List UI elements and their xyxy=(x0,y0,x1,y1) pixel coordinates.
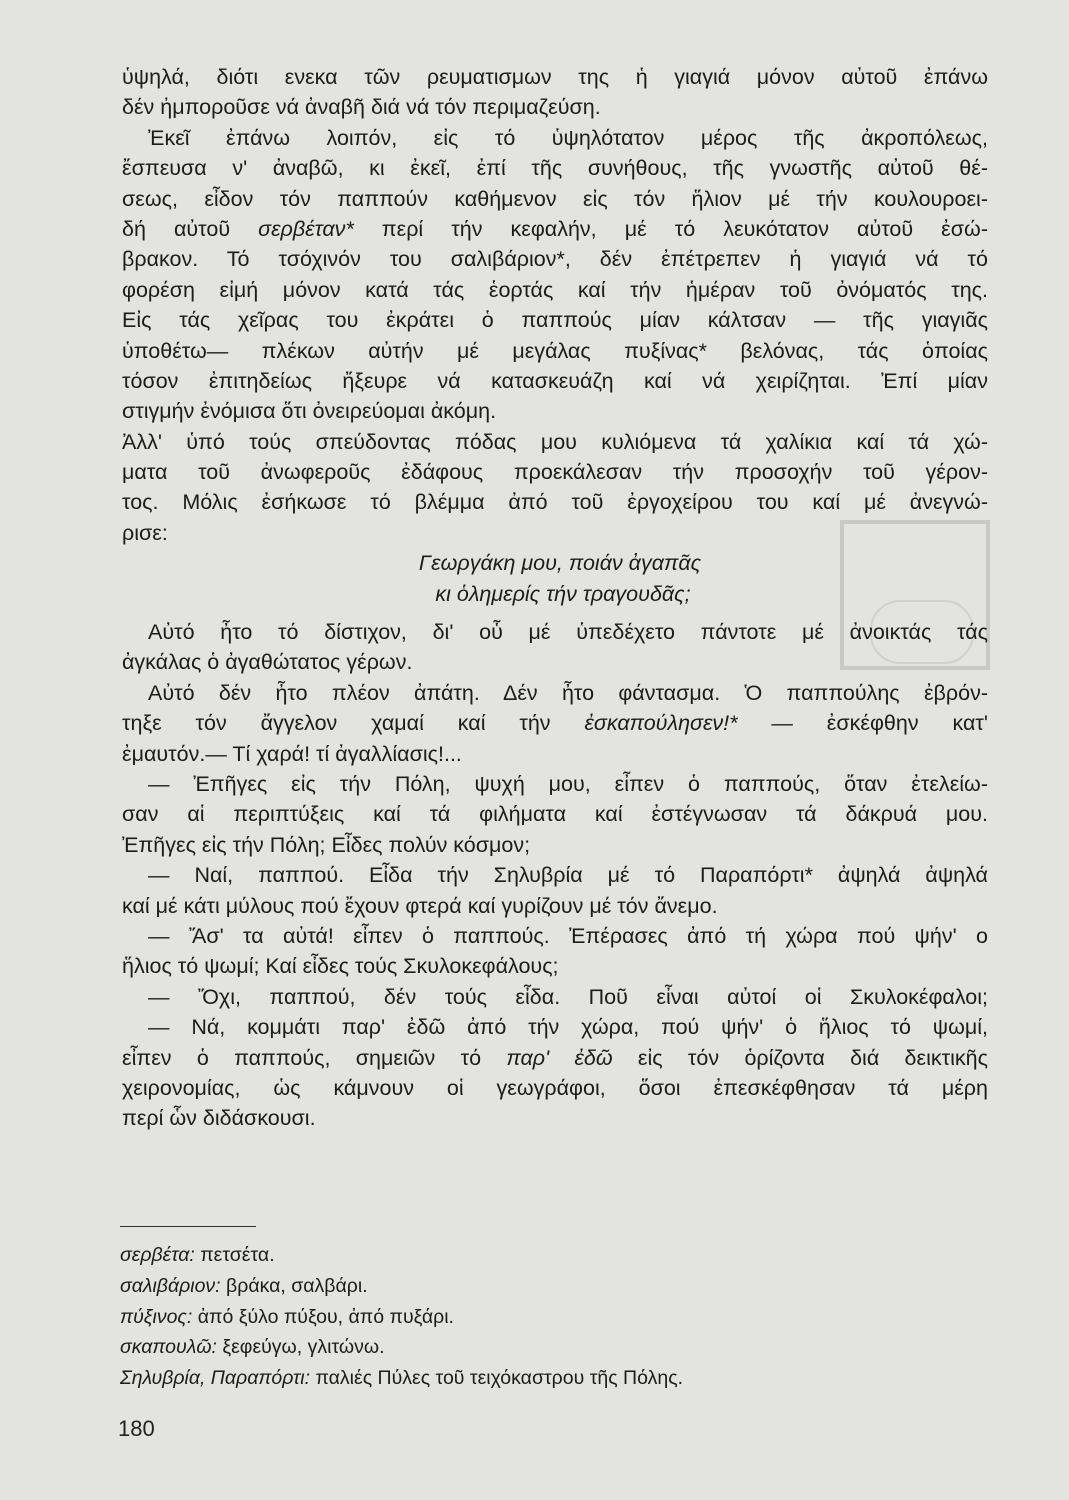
text-fragment: δή αὐτοῦ xyxy=(122,216,231,241)
footnote-definition: πετσέτα. xyxy=(200,1244,275,1266)
text-line: χειρονομίας, ὡς κάμνουν οἱ γεωγράφοι, ὅσοι ἐπεσκέφθησαν τά μέρη xyxy=(122,1075,988,1100)
text-line: Αὐτό δέν ἦτο πλέον ἀπάτη. Δέν ἦτο φάντασμα. Ὁ παππούλης ἐβρόν- xyxy=(148,680,988,705)
footnote-separator xyxy=(120,1226,256,1227)
text-line: τόσον ἐπιτηδείως ἤξευρε νά κατασκευάζη καί νά χειρίζηται. Ἐπί μίαν xyxy=(122,368,988,393)
footnote-term: σαλιβάριον: xyxy=(120,1274,221,1297)
text-line: Ἐπῆγες εἰς τήν Πόλη; Εἶδες πολύν κόσμον; xyxy=(122,832,531,857)
text-line: — Νά, κομμάτι παρ' ἐδῶ ἀπό τήν χώρα, πού ψήν' ὁ ἥλιος τό ψωμί, xyxy=(148,1015,988,1040)
text-line: ὑψηλά, διότι ενεκα τῶν ρευματισμων της ἡ γιαγιά μόνον αὐτοῦ ἐπάνω xyxy=(122,65,988,89)
footnote-definition: ξεφεύγω, γλιτώνω. xyxy=(222,1336,385,1359)
verse-line: Γεωργάκη μου, ποιάν ἀγαπᾶς xyxy=(418,551,702,576)
footnote xyxy=(120,1240,940,1271)
text-line: βρακον. Τό τσόχινόν του σαλιβάριον*, δέν ἐπέτρεπεν ἡ γιαγιά νά τό xyxy=(122,247,988,272)
italic-term: σερβέταν* xyxy=(258,216,354,241)
footnote-term: Σηλυβρία, Παραπόρτι: xyxy=(120,1367,311,1390)
text-line: Ἐκεῖ ἐπάνω λοιπόν, εἰς τό ὑψηλότατον μέρος τῆς ἀκροπόλεως, xyxy=(148,125,988,150)
italic-term: ἐσκαπούλησεν!* xyxy=(584,711,738,736)
verse-gap xyxy=(122,609,988,617)
text-line: — Ἐπῆγες εἰς τήν Πόλη, ψυχή μου, εἶπεν ὁ παππούς, ὅταν ἐτελείω- xyxy=(148,771,988,796)
footnote-definition: βράκα, σαλβάρι. xyxy=(226,1274,368,1297)
text-line: ἔσπευσα ν' ἀναβῶ, κι ἐκεῖ, ἐπί τῆς συνήθους, τῆς γνωστῆς αὐτοῦ θέ- xyxy=(122,156,988,181)
footnote xyxy=(120,1302,940,1333)
text-fragment: τηξε τόν ἄγγελον χαμαί καί τήν xyxy=(122,711,551,736)
text-line: Αὐτό ἦτο τό δίστιχον, δι' οὗ μέ ὑπεδέχετο πάντοτε μέ ἀνοικτάς τάς xyxy=(148,620,988,645)
text-line: περί ὧν διδάσκουσι. xyxy=(122,1106,316,1131)
text-line: ὑποθέτω— πλέκων αὐτήν μέ μεγάλας πυξίνας* βελόνας, τάς ὁποίας xyxy=(122,338,988,363)
text-line: σεως, εἶδον τόν παππούν καθήμενον εἰς τόν ἥλιον μέ τήν κουλουροει- xyxy=(122,186,988,211)
text-line: ἥλιος τό ψωμί; Καί εἶδες τούς Σκυλοκεφάλους; xyxy=(122,954,559,979)
text-line: τος. Μόλις ἐσήκωσε τό βλέμμα ἀπό τοῦ ἐργοχείρου του καί μέ ἀνεγνώ- xyxy=(122,490,988,515)
footnote xyxy=(120,1363,940,1394)
text-line: — Ὄχι, παππού, δέν τούς εἶδα. Ποῦ εἶναι αὐτοί οἱ Σκυλοκέφαλοι; xyxy=(148,984,988,1009)
text-line: Ἀλλ' ὑπό τούς σπεύδοντας πόδας μου κυλιόμενα τά χαλίκια καί τά χώ- xyxy=(122,429,988,454)
text-fragment: — ἐσκέφθην κατ' xyxy=(771,711,988,736)
text-line: καί μέ κάτι μύλους πού ἔχουν φτερά καί γυρίζουν μέ τόν ἄνεμο. xyxy=(122,893,718,918)
text-line xyxy=(122,1043,988,1073)
footnote xyxy=(120,1271,940,1302)
footnote-definition: παλιές Πύλες τοῦ τειχόκαστρου τῆς Πόλης. xyxy=(315,1367,684,1390)
footnote-term: πύξινος: xyxy=(120,1305,193,1328)
body-text xyxy=(122,62,988,1134)
footnote xyxy=(120,1332,940,1363)
text-line: φορέση εἰμή μόνον κατά τάς ἑορτάς καί τήν ἡμέραν τοῦ ὀνόματός της. xyxy=(122,277,988,302)
text-line: ἀγκάλας ὁ ἀγαθώτατος γέρων. xyxy=(122,650,413,675)
text-line: — Ναί, παππού. Εἶδα τήν Σηλυβρία μέ τό Παραπόρτι* ἀψηλά ἀψηλά xyxy=(148,863,988,888)
italic-term: παρ' ἐδῶ xyxy=(506,1045,613,1070)
text-line: δέν ἠμποροῦσε νά ἀναβῆ διά νά τόν περιμαζεύση. xyxy=(122,95,601,120)
footnote-term: σερβέτα: xyxy=(120,1244,195,1266)
footnote-definition: ἀπό ξύλο πύξου, ἀπό πυξάρι. xyxy=(197,1305,454,1328)
verse-line: κι ὁλημερίς τήν τραγουδᾶς; xyxy=(435,581,691,606)
text-fragment: εἰς τόν ὁρίζοντα διά δεικτικῆς xyxy=(637,1045,988,1070)
text-line: — Ἄσ' τα αὐτά! εἶπεν ὁ παππούς. Ἐπέρασες ἀπό τή χώρα πού ψήν' ο xyxy=(148,923,988,948)
text-line: Εἰς τάς χεῖρας του ἐκράτει ὁ παππούς μίαν κάλτσαν — τῆς γιαγιᾶς xyxy=(122,308,988,333)
text-line: ἐμαυτόν.— Τί χαρά! τί ἀγαλλίασις!... xyxy=(122,741,462,766)
text-line: ρισε: xyxy=(122,520,168,545)
text-line: σαν αἱ περιπτύξεις καί τά φιλήματα καί ἐστέγνωσαν τά δάκρυά μου. xyxy=(122,802,988,827)
text-fragment: εἶπεν ὁ παππούς, σημειῶν τό xyxy=(122,1045,482,1070)
text-line: στιγμήν ἐνόμισα ὅτι ὀνειρεύομαι ἀκόμη. xyxy=(122,399,497,424)
text-line: ματα τοῦ ἀνωφεροῦς ἐδάφους προεκάλεσαν τήν προσοχήν τοῦ γέρον- xyxy=(122,460,988,485)
footnotes xyxy=(120,1240,940,1394)
page-number: 180 xyxy=(118,1416,155,1441)
footnote-term: σκαπουλῶ: xyxy=(120,1336,217,1359)
text-line xyxy=(122,214,988,244)
text-fragment: περί τήν κεφαλήν, μέ τό λευκότατον αὐτοῦ ἐσώ- xyxy=(381,216,988,241)
text-line xyxy=(122,708,988,738)
